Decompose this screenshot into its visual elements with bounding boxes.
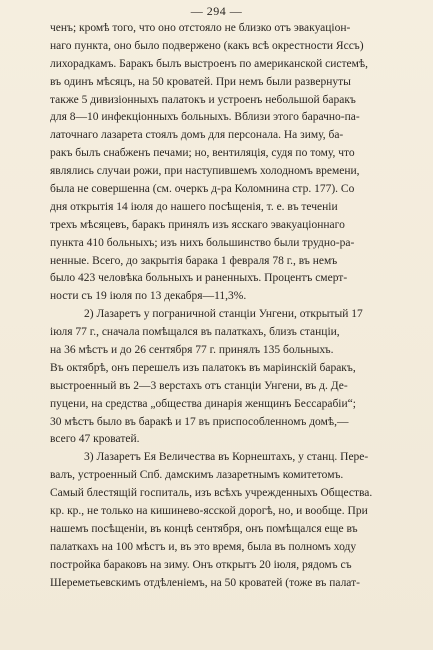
- page-number: — 294 —: [190, 4, 243, 18]
- text-line: дня открытія 14 іюля до нашего посѣщенія, т. е. въ теченіи: [50, 200, 338, 213]
- text-line: ракъ былъ снабженъ печами; но, вентиляція, судя по тому, что: [50, 147, 355, 160]
- paragraph-start-line: 2) Лазаретъ у пограничной станціи Унгени, открытый 17: [84, 308, 363, 321]
- text-line: Самый блестящій госпиталь, изъ всѣхъ учрежденныхъ Общества.: [50, 487, 373, 500]
- text-line: ности съ 19 іюля по 13 декабря—11,3%.: [50, 290, 247, 303]
- text-line: было 423 человѣка больныхъ и раненныхъ. Процентъ смерт-: [50, 272, 348, 285]
- text-line: кр. кр., не только на кишинево-ясской дорогѣ, но, и вообще. При: [50, 505, 368, 518]
- text-line: всего 47 кроватей.: [50, 433, 140, 446]
- text-line: пункта 410 больныхъ; изъ нихъ большинство были трудно-ра-: [50, 236, 355, 249]
- text-line: Въ октябрѣ, онъ перешелъ изъ палатокъ въ маріинскій баракъ,: [50, 361, 356, 374]
- text-line: въ одинъ мѣсяцъ, на 50 кроватей. При немъ были развернуты: [50, 75, 351, 88]
- text-line: пуцени, на средства „общества динарія женщинъ Бессарабіи“;: [50, 397, 356, 410]
- text-line: наго пункта, оно было подвержено (какъ всѣ окрестности Яссъ): [50, 39, 364, 52]
- body-text: [50, 20, 386, 593]
- text-line: Шереметьевскимъ отдѣленіемъ, на 50 кроватей (тоже въ палат-: [50, 576, 360, 589]
- text-line: латочнаго лазарета стоялъ домъ для персонала. На зиму, ба-: [50, 129, 344, 142]
- text-line: іюля 77 г., сначала помѣщался въ палаткахъ, близъ станціи,: [50, 326, 340, 339]
- text-line: на 36 мѣстъ и до 26 сентября 77 г. принялъ 135 больныхъ.: [50, 344, 334, 357]
- text-line: для 8—10 инфекціонныхъ больныхъ. Вблизи этого барачно-па-: [50, 111, 360, 124]
- text-line: являлись случаи рожи, при наступившемъ холодномъ времени,: [50, 165, 360, 178]
- text-line: 30 мѣстъ было въ баракѣ и 17 въ приспособленномъ домѣ,—: [50, 415, 349, 428]
- paragraph-start-line: 3) Лазаретъ Ея Величества въ Корнештахъ, у станц. Пере-: [84, 451, 369, 464]
- text-line: трехъ мѣсяцевъ, баракъ принялъ изъ ясскаго эвакуаціоннаго: [50, 218, 345, 231]
- text-line: выстроенный въ 2—3 верстахъ отъ станціи Унгени, въ д. Де-: [50, 379, 348, 392]
- text-line: ненные. Всего, до закрытія барака 1 февраля 78 г., въ немъ: [50, 254, 338, 267]
- text-line: постройка бараковъ на зиму. Онъ открытъ 20 іюля, рядомъ съ: [50, 558, 352, 571]
- text-line: нашемъ посѣщеніи, въ концѣ сентября, онъ помѣщался еще въ: [50, 522, 358, 535]
- text-line: палаткахъ на 100 мѣстъ и, въ это время, была въ полномъ ходу: [50, 540, 357, 553]
- text-line: валъ, устроенный Спб. дамскимъ лазаретнымъ комитетомъ.: [50, 469, 344, 482]
- text-line: лихорадкамъ. Баракъ былъ выстроенъ по американской системѣ,: [50, 57, 369, 70]
- text-line: также 5 дивизіонныхъ палатокъ и устроенъ небольшой баракъ: [50, 93, 356, 106]
- text-line: была не совершенна (см. очеркъ д-ра Коломнина стр. 177). Со: [50, 183, 355, 196]
- text-line: ченъ; кромѣ того, что оно отстояло не близко отъ эвакуаціон-: [50, 22, 351, 34]
